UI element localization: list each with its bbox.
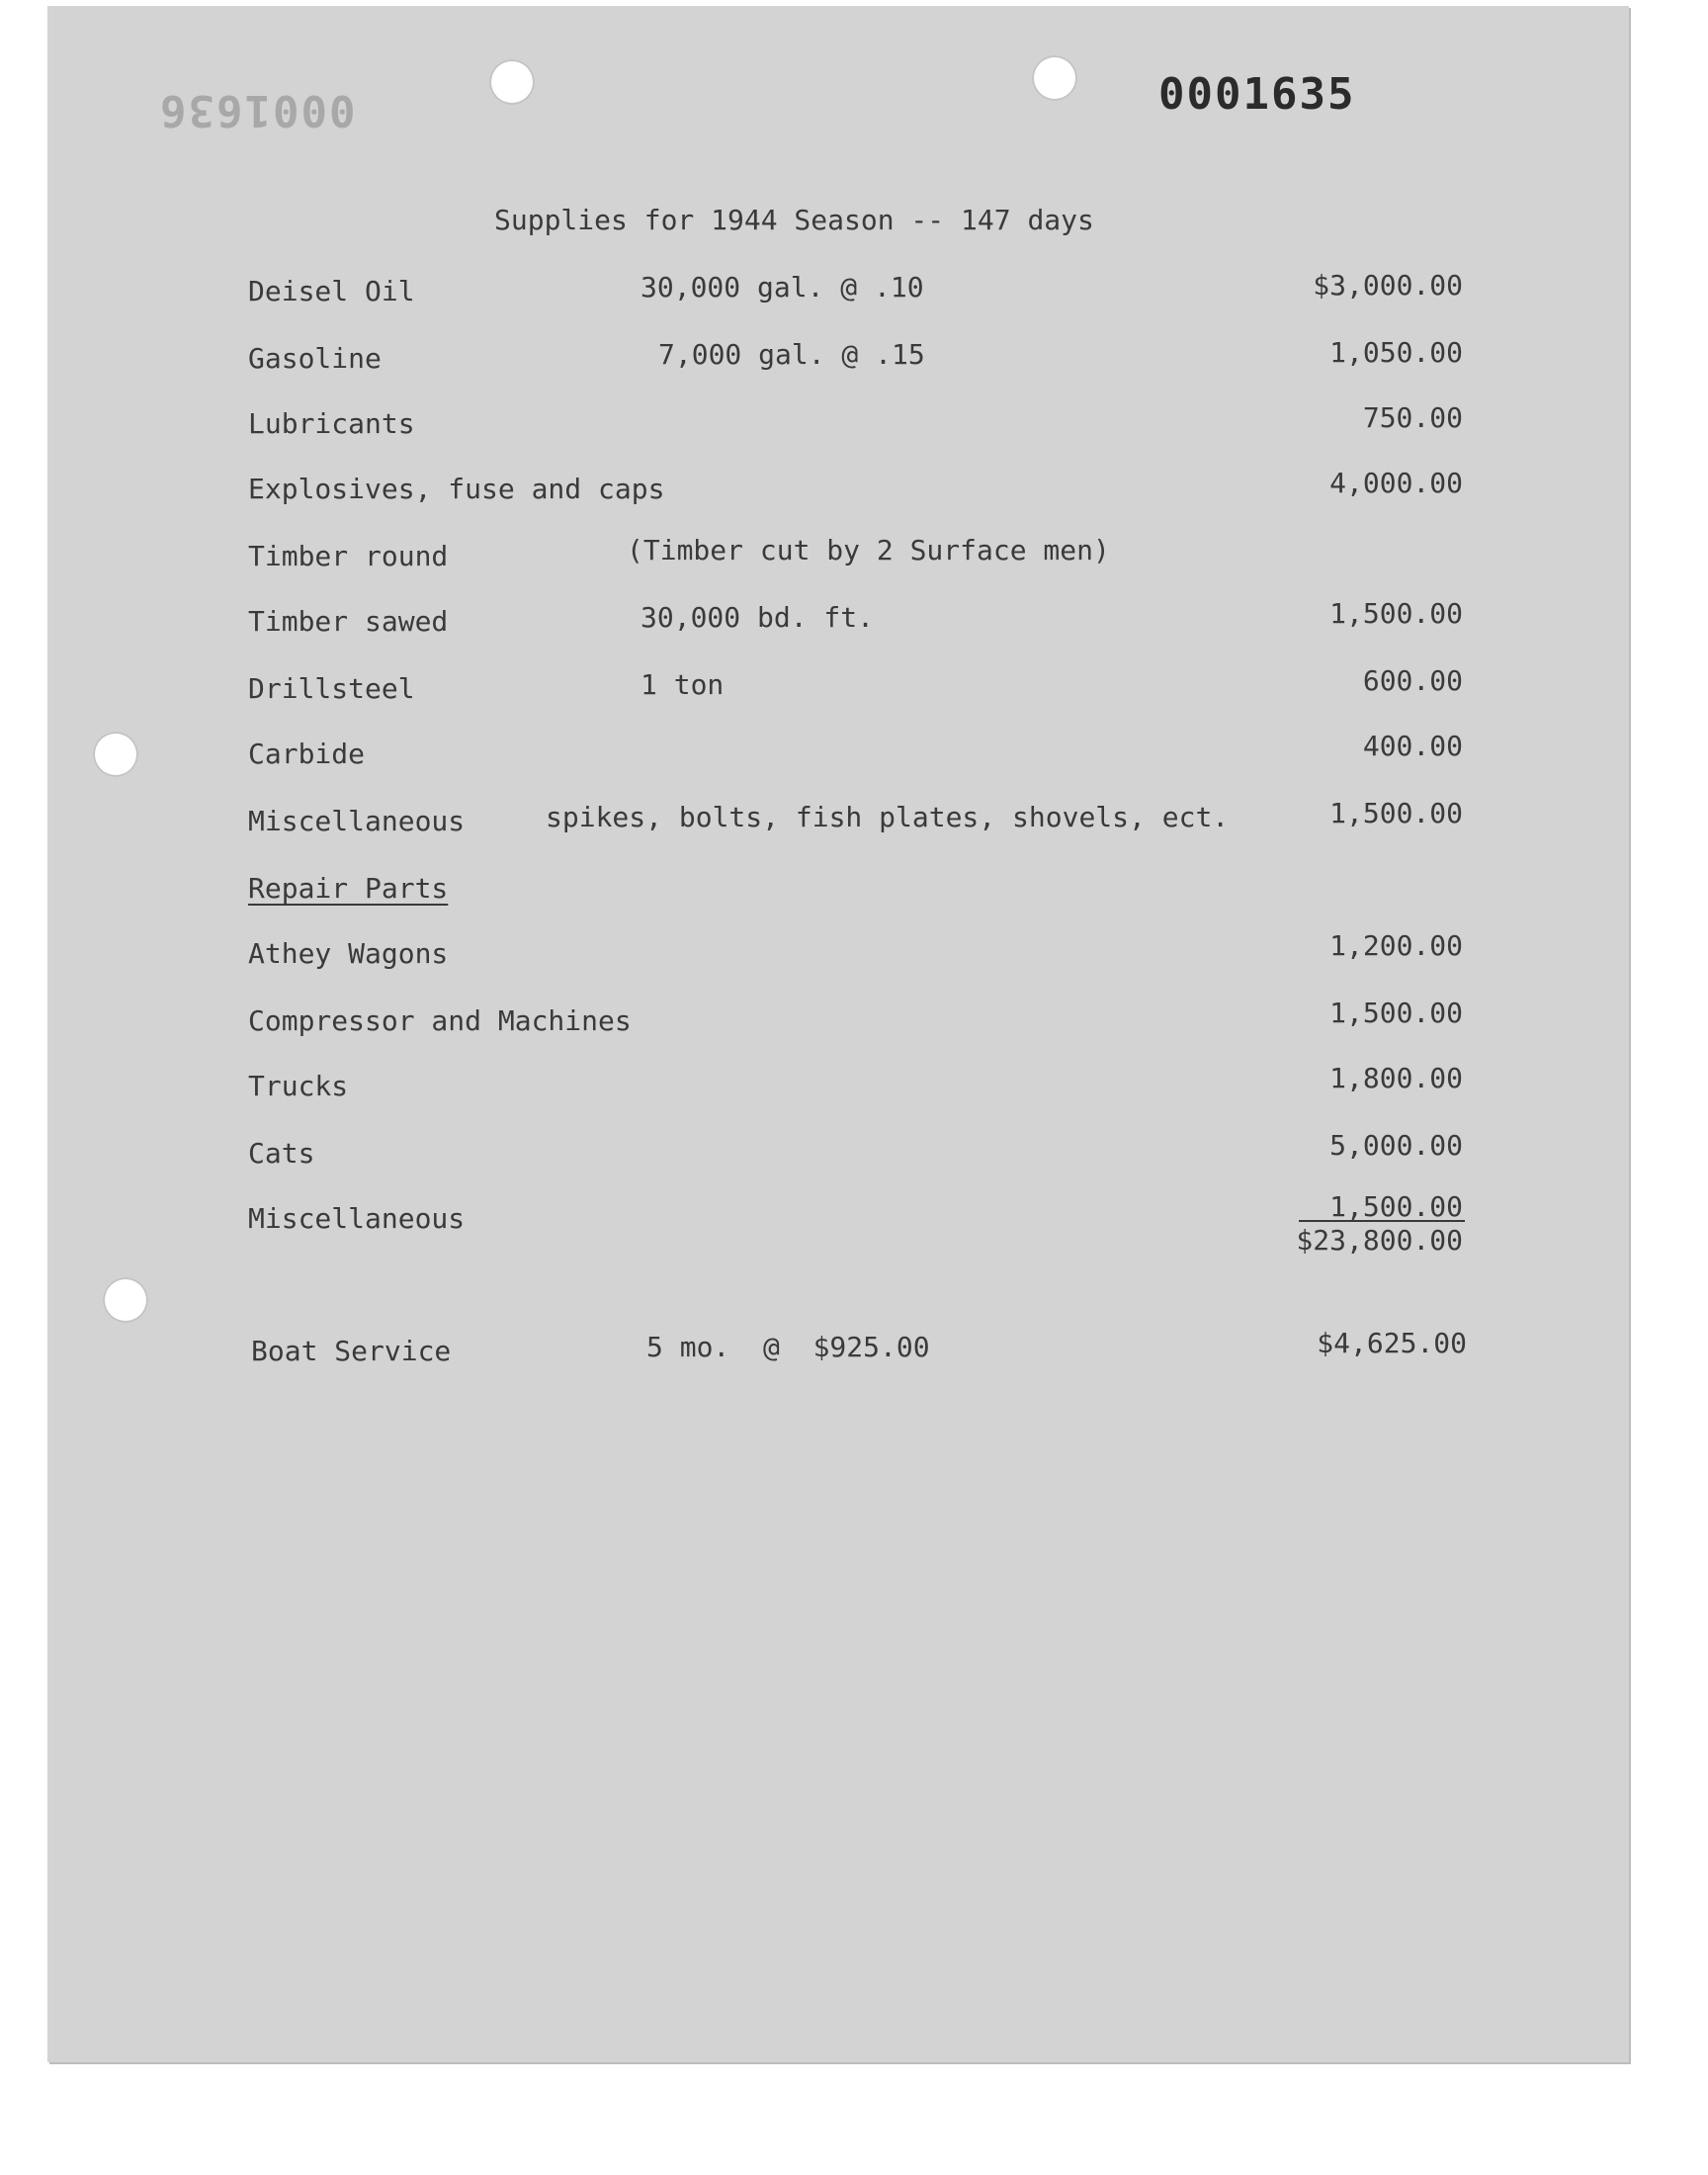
boat-service-detail: 5 mo. @ $925.00 (646, 1331, 930, 1363)
item-label: Lubricants (248, 407, 415, 440)
item-label: Carbide (248, 738, 366, 770)
item-amount: 1,500.00 (1329, 797, 1463, 829)
repair-item-label: Compressor and Machines (248, 1004, 632, 1037)
document-title: Supplies for 1944 Season -- 147 days (494, 204, 1094, 236)
repair-item-amount: 1,500.00 (1329, 997, 1463, 1029)
item-label: Timber round (248, 540, 449, 572)
punch-hole (103, 1277, 148, 1323)
item-label: Drillsteel (248, 672, 415, 705)
repair-item-amount: 1,500.00 (1329, 1190, 1463, 1223)
item-label: Gasoline (248, 342, 382, 375)
item-amount: 750.00 (1362, 401, 1463, 434)
item-detail: 7,000 gal. @ .15 (658, 338, 925, 371)
item-detail: 30,000 bd. ft. (640, 601, 875, 634)
total-rule (1299, 1220, 1465, 1222)
repair-item-label: Miscellaneous (248, 1202, 466, 1235)
item-label: Deisel Oil (248, 275, 415, 307)
boat-service-amount: $4,625.00 (1317, 1327, 1467, 1359)
item-amount: 1,500.00 (1329, 597, 1463, 630)
item-detail: (Timber cut by 2 Surface men) (627, 534, 1110, 566)
punch-hole (489, 59, 535, 105)
item-amount: 600.00 (1362, 664, 1463, 697)
repair-parts-heading: Repair Parts (248, 872, 449, 905)
repair-item-amount: 1,800.00 (1329, 1062, 1463, 1094)
item-detail: spikes, bolts, fish plates, shovels, ect. (546, 801, 1230, 833)
repair-item-amount: 5,000.00 (1329, 1129, 1463, 1162)
supplies-total: $23,800.00 (1296, 1224, 1463, 1257)
repair-item-amount: 1,200.00 (1329, 929, 1463, 962)
repair-item-label: Trucks (248, 1070, 349, 1102)
item-amount: $3,000.00 (1313, 269, 1463, 302)
page-stamp-number: 0001635 (1158, 69, 1356, 120)
item-label: Explosives, fuse and caps (248, 473, 665, 505)
repair-item-label: Athey Wagons (248, 937, 449, 970)
punch-hole (1032, 55, 1077, 101)
mirrored-stamp-number: 0001636 (158, 85, 356, 135)
item-amount: 1,050.00 (1329, 336, 1463, 369)
item-label: Timber sawed (248, 605, 449, 638)
item-label: Miscellaneous (248, 805, 466, 837)
item-amount: 400.00 (1362, 730, 1463, 762)
boat-service-label: Boat Service (251, 1335, 452, 1367)
punch-hole (93, 732, 138, 777)
item-amount: 4,000.00 (1329, 467, 1463, 499)
item-detail: 30,000 gal. @ .10 (640, 271, 924, 304)
item-detail: 1 ton (640, 668, 725, 701)
repair-item-label: Cats (248, 1137, 315, 1170)
